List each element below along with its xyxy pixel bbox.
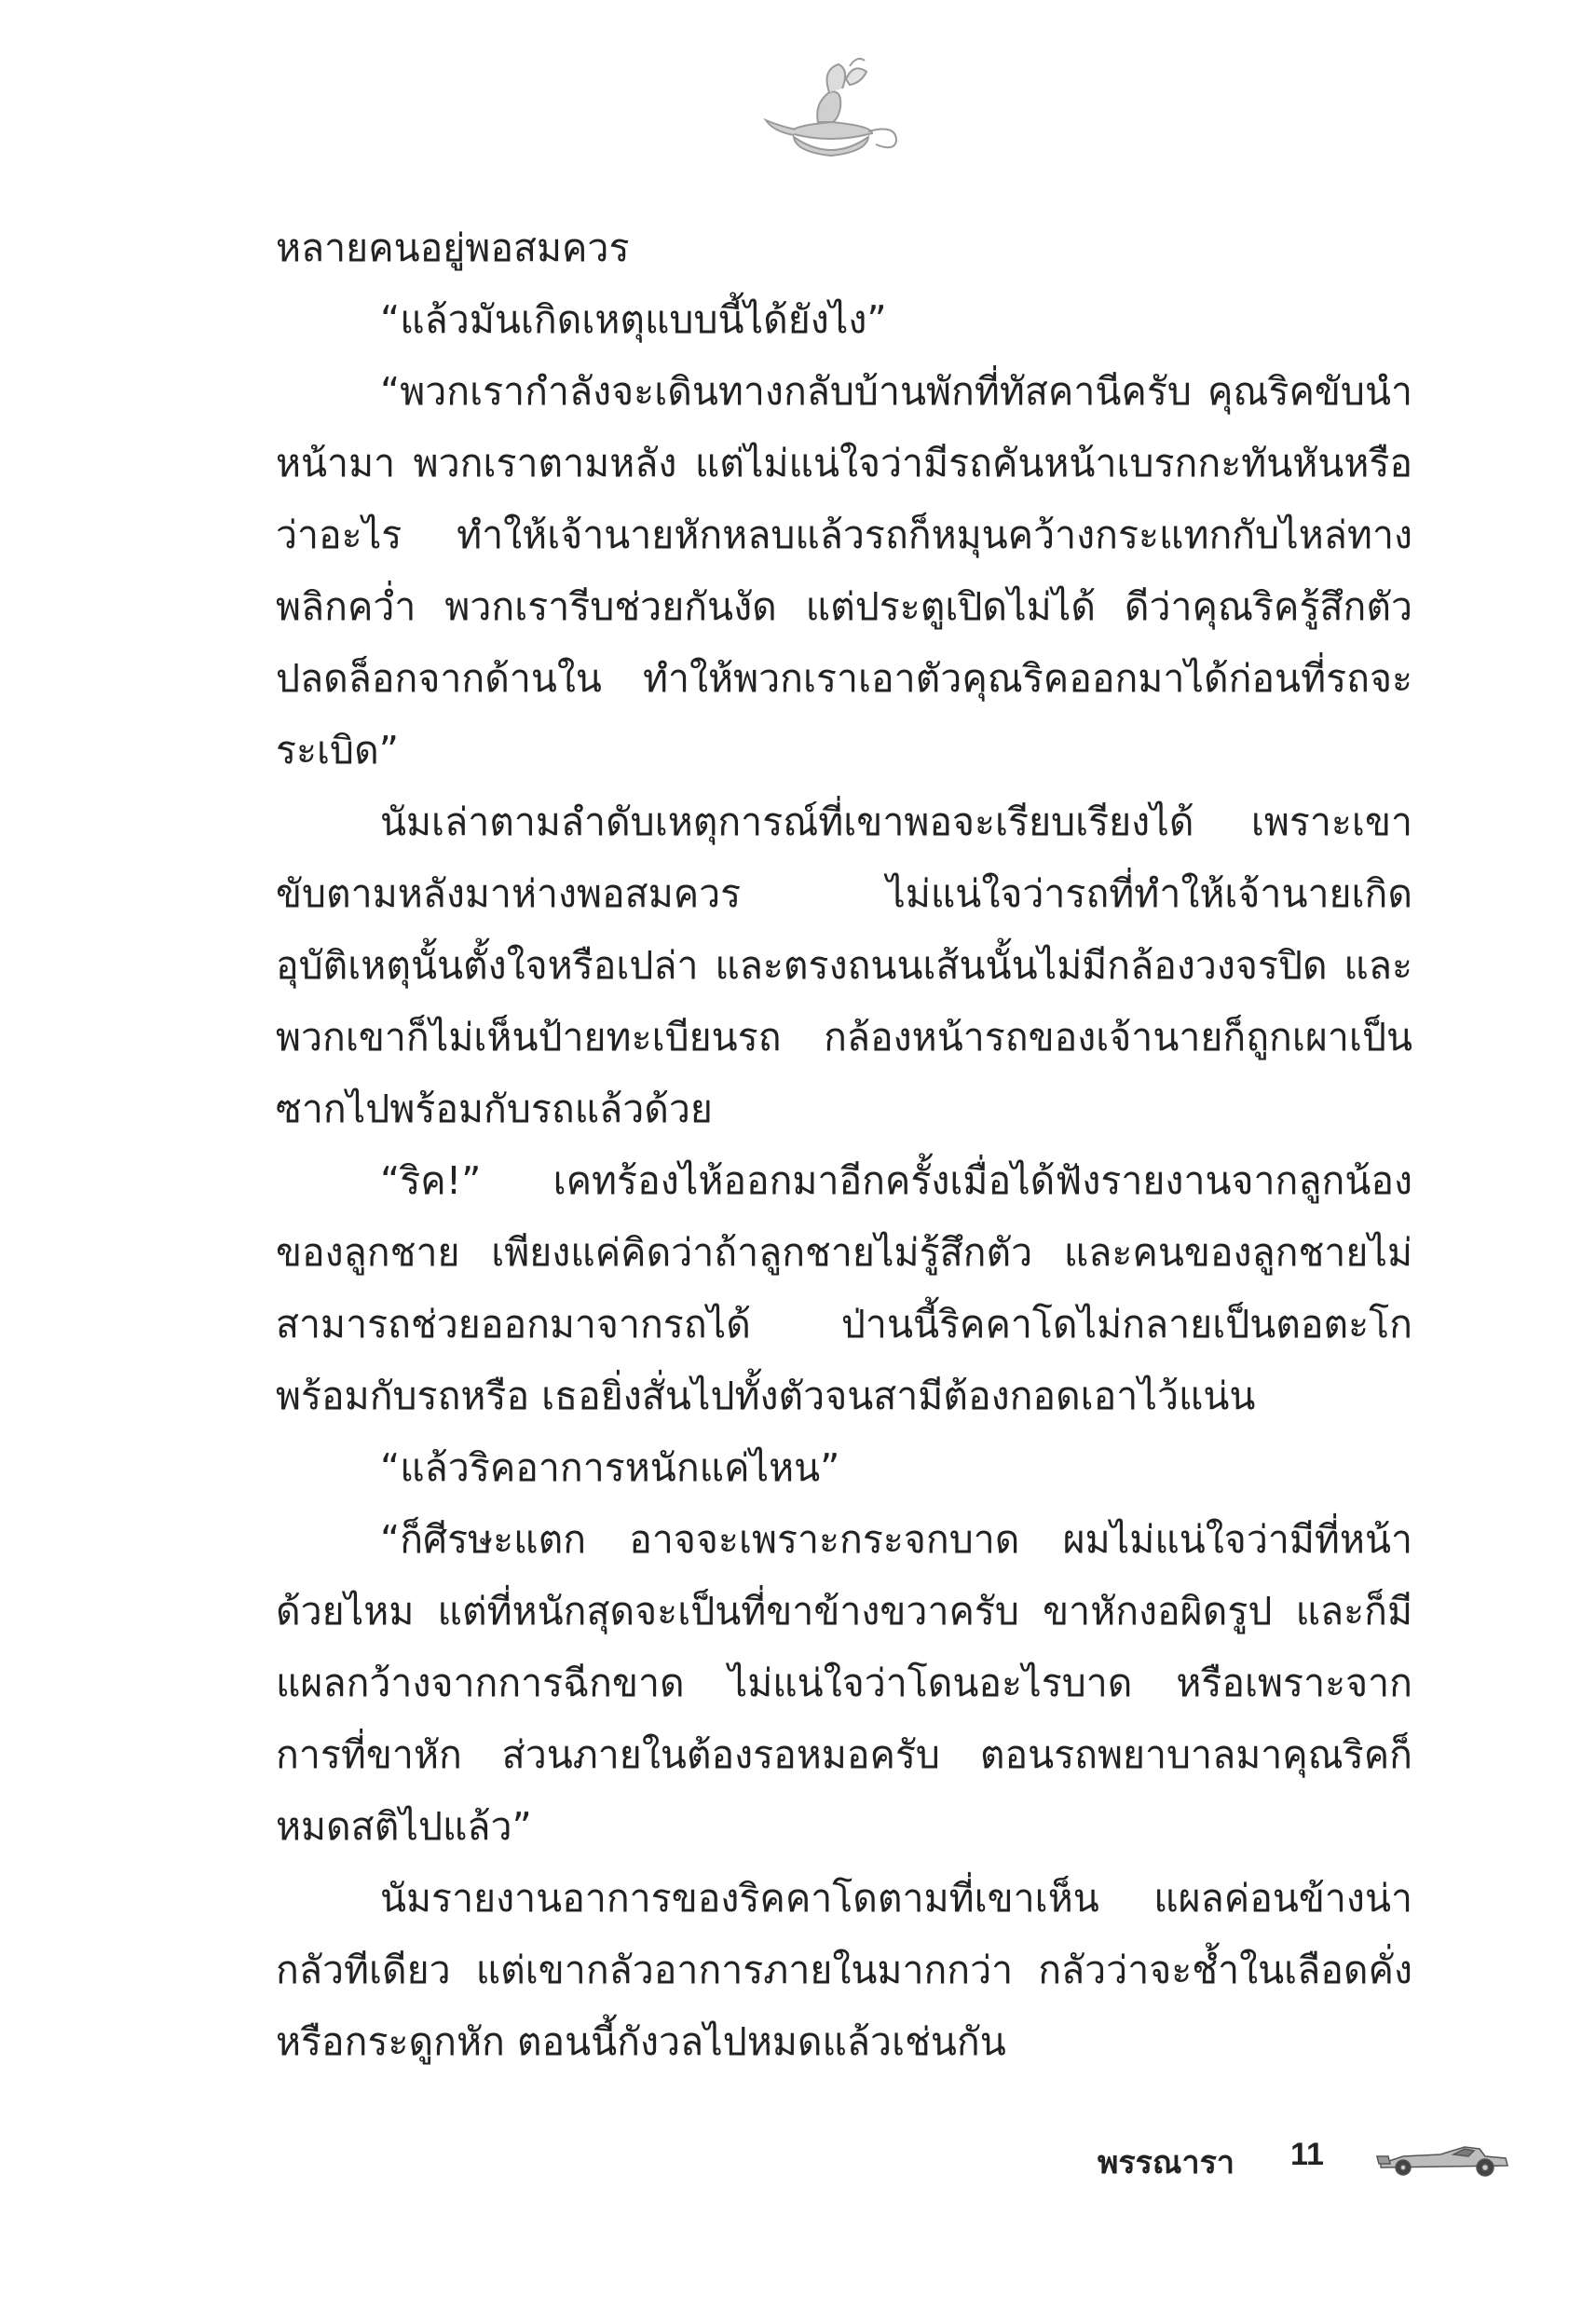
magic-lamp-logo-icon — [757, 51, 906, 172]
paragraph: “แล้วริคอาการหนักแค่ไหน” — [380, 1445, 840, 1490]
footer-author: พรรณารา — [1098, 2144, 1235, 2181]
paragraph: “พวกเรากำลังจะเดินทางกลับบ้านพักที่ทัสคานีครับ คุณริคขับนำหน้ามา พวกเราตามหลัง แต่ไม่แน่ใจว่ามีรถคันหน้าเบรกกะทันหันหรือว่าอะไร ทำให้เจ้านายหักหลบแล้วรถก็หมุนคว้างกระแทกกับไหล่ทางพลิกคว่ำ พวกเรารีบช่วยกันงัด แต่ประตูเปิดไม่ได้ ดีว่าคุณริครู้สึกตัวปลดล็อกจากด้านใน ทำให้พวกเราเอาตัวคุณริคออกมาได้ก่อนที่รถจะระเบิด” — [276, 369, 1412, 773]
body-text — [276, 212, 1412, 2078]
paragraph: “ริค!” เคทร้องไห้ออกมาอีกครั้งเมื่อได้ฟังรายงานจากลูกน้องของลูกชาย เพียงแค่คิดว่าถ้าลูกชายไม่รู้สึกตัว และคนของลูกชายไม่สามารถช่วยออกมาจากรถได้ ป่านนี้ริคคาโดไม่กลายเป็นตอตะโกพร้อมกับรถหรือ เธอยิ่งสั่นไปทั้งตัวจนสามีต้องกอดเอาไว้แน่น — [276, 1158, 1412, 1418]
race-car-icon — [1375, 2136, 1513, 2177]
paragraph: “แล้วมันเกิดเหตุแบบนี้ได้ยังไง” — [380, 297, 887, 342]
page-number: 11 — [1290, 2137, 1324, 2172]
paragraph: หลายคนอยู่พอสมควร — [276, 226, 630, 270]
paragraph: “ก็ศีรษะแตก อาจจะเพราะกระจกบาด ผมไม่แน่ใจว่ามีที่หน้าด้วยไหม แต่ที่หนักสุดจะเป็นที่ขาข้างขวาครับ ขาหักงอผิดรูป และก็มีแผลกว้างจากการฉีกขาด ไม่แน่ใจว่าโดนอะไรบาด หรือเพราะจากการที่ขาหัก ส่วนภายในต้องรอหมอครับ ตอนรถพยาบาลมาคุณริคก็หมดสติไปแล้ว” — [276, 1517, 1412, 1849]
paragraph: นัมเล่าตามลำดับเหตุการณ์ที่เขาพอจะเรียบเรียงได้ เพราะเขาขับตามหลังมาห่างพอสมควร ไม่แน่ใจว่ารถที่ทำให้เจ้านายเกิดอุบัติเหตุนั้นตั้งใจหรือเปล่า และตรงถนนเส้นนั้นไม่มีกล้องวงจรปิด และพวกเขาก็ไม่เห็นป้ายทะเบียนรถ กล้องหน้ารถของเจ้านายก็ถูกเผาเป็นซากไปพร้อมกับรถแล้วด้วย — [276, 800, 1412, 1131]
paragraph: นัมรายงานอาการของริคคาโดตามที่เขาเห็น แผลค่อนข้างน่ากลัวทีเดียว แต่เขากลัวอาการภายในมากกว่า กลัวว่าจะช้ำในเลือดคั่ง หรือกระดูกหัก ตอนนี้กังวลไปหมดแล้วเช่นกัน — [276, 1876, 1412, 2064]
